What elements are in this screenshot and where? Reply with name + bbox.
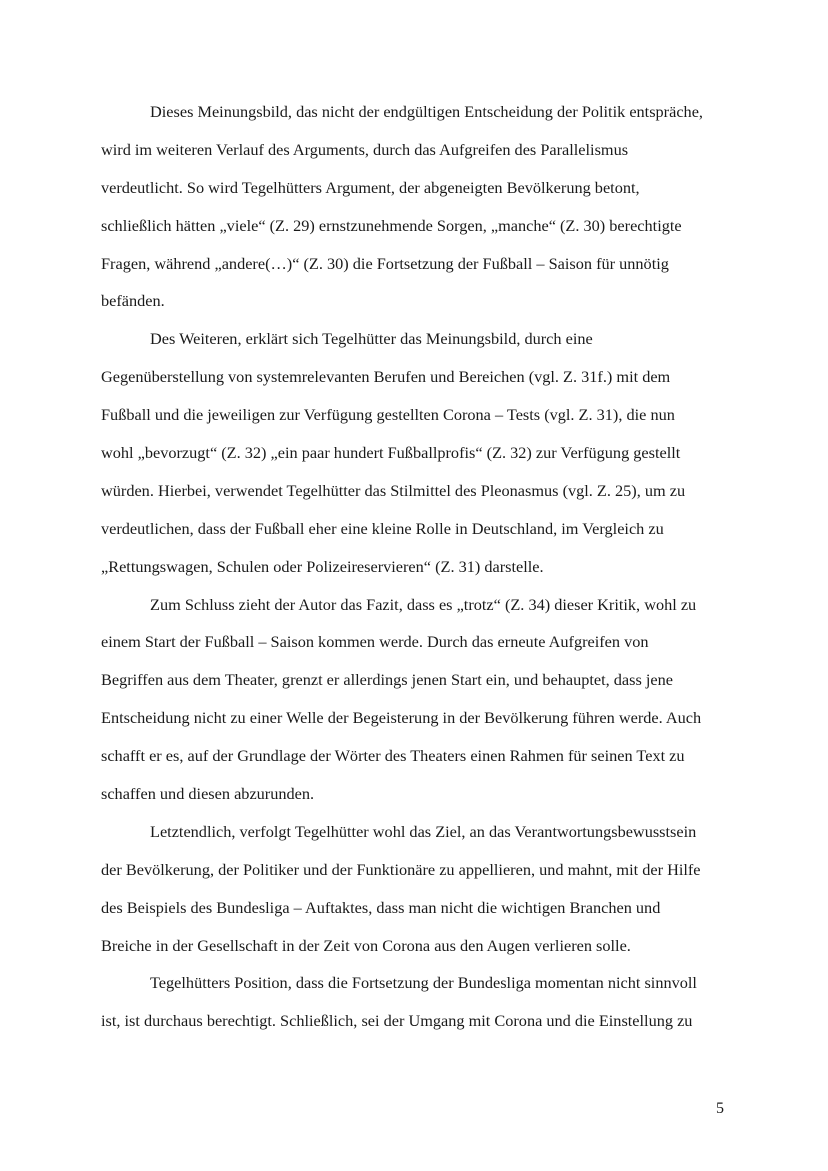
paragraph-line: schafft er es, auf der Grundlage der Wörter des Theaters einen Rahmen für seinen Text zu [101, 746, 685, 766]
paragraph-line: befänden. [101, 291, 165, 311]
paragraph-line: Letztendlich, verfolgt Tegelhütter wohl das Ziel, an das Verantwortungsbewusstsein [150, 821, 697, 841]
paragraph-4 [101, 813, 729, 965]
document-body [101, 93, 729, 1040]
paragraph-line: der Bevölkerung, der Politiker und der Funktionäre zu appellieren, und mahnt, mit der Hilfe [101, 859, 701, 879]
paragraph-line: des Beispiels des Bundesliga – Auftaktes, dass man nicht die wichtigen Branchen und [101, 897, 661, 917]
paragraph-line: Des Weiteren, erklärt sich Tegelhütter das Meinungsbild, durch eine [150, 329, 593, 349]
paragraph-line: schließlich hätten „viele“ (Z. 29) ernstzunehmende Sorgen, „manche“ (Z. 30) berechtigte [101, 215, 682, 235]
paragraph-1 [101, 93, 729, 320]
paragraph-line: verdeutlicht. So wird Tegelhütters Argument, der abgeneigten Bevölkerung betont, [101, 177, 640, 197]
paragraph-2 [101, 320, 729, 585]
paragraph-line: einem Start der Fußball – Saison kommen werde. Durch das erneute Aufgreifen von [101, 632, 649, 652]
paragraph-line: Tegelhütters Position, dass die Fortsetzung der Bundesliga momentan nicht sinnvoll [150, 973, 697, 993]
paragraph-line: wird im weiteren Verlauf des Arguments, durch das Aufgreifen des Parallelismus [101, 139, 629, 159]
paragraph-line: verdeutlichen, dass der Fußball eher eine kleine Rolle in Deutschland, im Vergleich zu [101, 518, 664, 538]
paragraph-line: Entscheidung nicht zu einer Welle der Begeisterung in der Bevölkerung führen werde. Auch [101, 708, 702, 728]
paragraph-3 [101, 586, 729, 813]
paragraph-line: „Rettungswagen, Schulen oder Polizeireservieren“ (Z. 31) darstelle. [101, 556, 544, 576]
paragraph-line: würden. Hierbei, verwendet Tegelhütter das Stilmittel des Pleonasmus (vgl. Z. 25), um zu [101, 480, 686, 500]
paragraph-line: Zum Schluss zieht der Autor das Fazit, dass es „trotz“ (Z. 34) dieser Kritik, wohl zu [150, 594, 697, 614]
page-number: 5 [716, 1100, 724, 1117]
paragraph-line: Begriffen aus dem Theater, grenzt er allerdings jenen Start ein, und behauptet, dass jene [101, 670, 674, 690]
paragraph-line: Dieses Meinungsbild, das nicht der endgültigen Entscheidung der Politik entspräche, [150, 102, 703, 121]
paragraph-line: Fragen, während „andere(…)“ (Z. 30) die Fortsetzung der Fußball – Saison für unnötig [101, 253, 669, 273]
paragraph-line: schaffen und diesen abzurunden. [101, 784, 315, 804]
paragraph-line: Fußball und die jeweiligen zur Verfügung gestellten Corona – Tests (vgl. Z. 31), die nun [101, 405, 675, 425]
paragraph-line: Gegenüberstellung von systemrelevanten Berufen und Bereichen (vgl. Z. 31f.) mit dem [101, 367, 671, 387]
paragraph-line: wohl „bevorzugt“ (Z. 32) „ein paar hundert Fußballprofis“ (Z. 32) zur Verfügung gestellt [101, 443, 681, 463]
paragraph-line: Breiche in der Gesellschaft in der Zeit von Corona aus den Augen verlieren solle. [101, 935, 631, 955]
paragraph-5 [101, 964, 729, 1040]
paragraph-line: ist, ist durchaus berechtigt. Schließlich, sei der Umgang mit Corona und die Einstellung zu [101, 1011, 693, 1031]
